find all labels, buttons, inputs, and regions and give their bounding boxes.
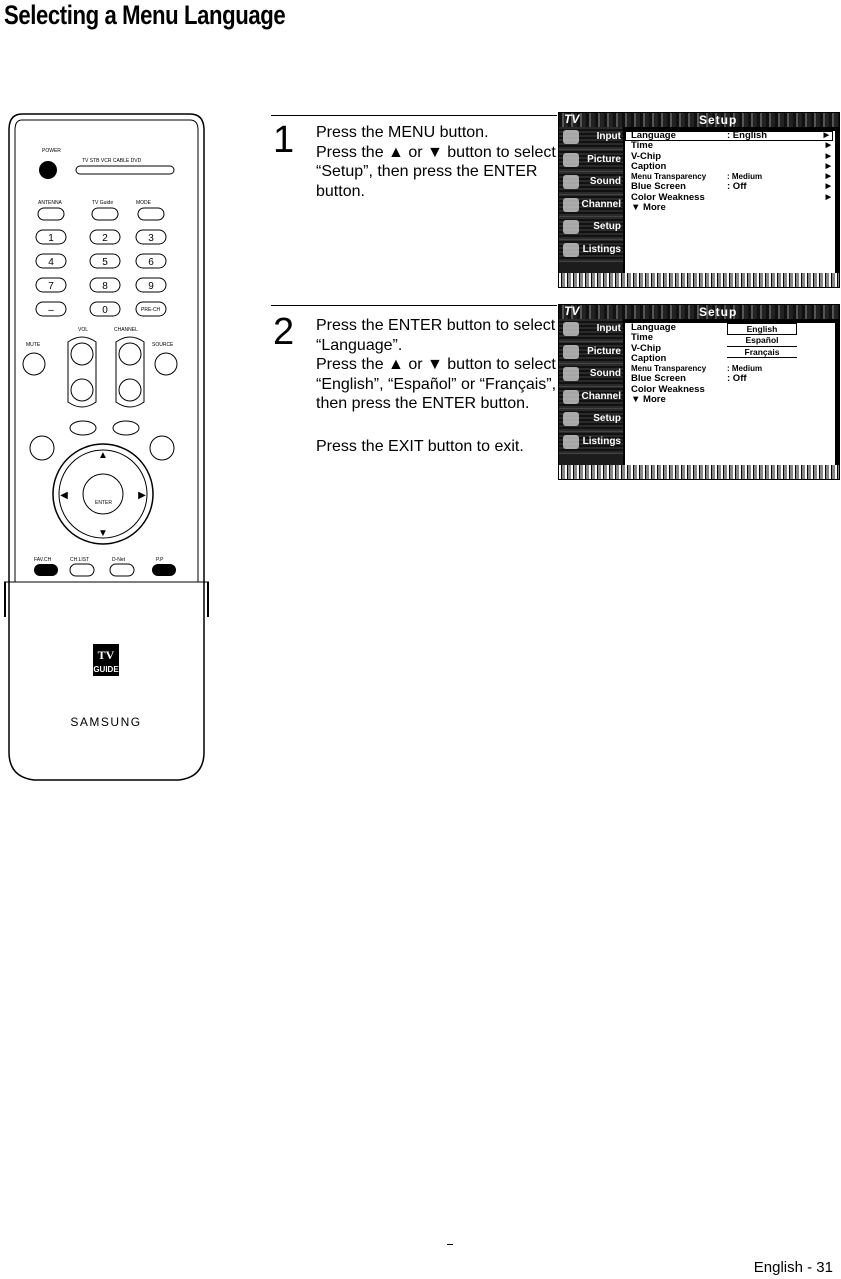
svg-text:6: 6	[148, 257, 154, 268]
svg-text:3: 3	[148, 233, 154, 244]
step-1-paragraph: Press the MENU button.	[316, 124, 489, 141]
svg-text:▼: ▼	[98, 528, 108, 539]
arrow-right-icon: ▶	[825, 152, 831, 160]
channel-label: CHANNEL	[114, 327, 138, 333]
sidebar-item-channel[interactable]: Channel	[559, 387, 623, 410]
step-2-paragraph: Press the ▲ or ▼ button to select “English”, “Español” or “Français”, then press the ENTER button.	[316, 356, 557, 412]
pip-label: P.P	[156, 557, 164, 563]
arrow-right-icon: ▶	[825, 162, 831, 170]
svg-text:TV: TV	[97, 648, 115, 662]
svg-text:9: 9	[148, 281, 154, 292]
step-2-number: 2	[273, 311, 295, 353]
step-2-text	[316, 316, 561, 456]
svg-text:8: 8	[102, 281, 108, 292]
menu-panel	[625, 131, 835, 273]
enter-button[interactable]	[83, 474, 123, 514]
menu-item-caption[interactable]: Caption ▶	[631, 160, 831, 172]
arrow-right-icon: ▶	[823, 132, 829, 139]
menu-item-color-weakness[interactable]: Color Weakness	[631, 383, 705, 395]
source-button[interactable]	[155, 353, 177, 375]
svg-text:▶: ▶	[138, 490, 146, 501]
sidebar-item-listings[interactable]: Listings	[559, 240, 623, 263]
sidebar-item-input[interactable]: Input	[559, 319, 623, 342]
step-2-paragraph: Press the EXIT button to exit.	[316, 437, 524, 455]
svg-text:◀: ◀	[60, 490, 68, 501]
svg-text:7: 7	[48, 281, 54, 292]
center-mark	[447, 1244, 453, 1245]
menu-button[interactable]	[30, 436, 54, 460]
menu-sidebar	[559, 127, 623, 277]
chlist-label: CH.LIST	[70, 557, 90, 563]
favch-label: FAV.CH	[34, 557, 52, 563]
menu-item-time[interactable]: Time ▶	[631, 140, 831, 152]
vol-label: VOL	[78, 327, 89, 333]
mute-button[interactable]	[23, 353, 45, 375]
source-label: SOURCE	[152, 342, 174, 348]
svg-text:0: 0	[102, 305, 108, 316]
menu-item-language[interactable]: Language : English ▶	[625, 131, 833, 141]
mode-labels: TV STB VCR CABLE DVD	[82, 158, 142, 164]
step-2-rule	[271, 305, 557, 306]
language-option-english[interactable]: English	[727, 323, 797, 335]
sidebar-item-channel[interactable]: Channel	[559, 195, 623, 218]
chlist-button[interactable]	[70, 564, 94, 576]
tvguide-label: TV Guide	[92, 200, 114, 206]
sidebar-item-setup[interactable]: Setup	[559, 217, 623, 240]
arrow-right-icon: ▶	[825, 183, 831, 191]
sidebar-item-sound[interactable]: Sound	[559, 364, 623, 387]
menu-item-caption[interactable]: Caption	[631, 352, 667, 364]
svg-text:▲: ▲	[98, 450, 108, 461]
tv-brand: TV	[564, 304, 580, 318]
favch-button[interactable]	[34, 564, 58, 576]
arrow-right-icon: ▶	[825, 173, 831, 181]
channel-up-button[interactable]	[119, 343, 141, 365]
svg-text:ENTER: ENTER	[95, 500, 112, 506]
menu-title: Setup	[699, 305, 738, 319]
remote-control-illustration	[4, 112, 209, 786]
sidebar-item-setup[interactable]: Setup	[559, 409, 623, 432]
menu-item-vchip[interactable]: V-Chip	[631, 342, 662, 354]
sidebar-item-picture[interactable]: Picture	[559, 150, 623, 173]
menu-item-language[interactable]: Language	[631, 322, 676, 333]
menu-item-more[interactable]: ▼ More	[631, 202, 666, 214]
power-label: POWER	[42, 148, 61, 154]
tv-setup-screen-2	[558, 304, 840, 480]
language-option-francais[interactable]: Français	[727, 347, 797, 358]
svg-text:–: –	[48, 305, 54, 316]
samsung-brand: SAMSUNG	[70, 715, 142, 729]
pip-button[interactable]	[152, 564, 176, 576]
vol-down-button[interactable]	[71, 379, 93, 401]
svg-text:5: 5	[102, 257, 108, 268]
step-1-paragraph: Press the ▲ or ▼ button to select “Setup”, then press the ENTER button.	[316, 143, 556, 200]
page-title: Selecting a Menu Language	[4, 0, 286, 30]
svg-text:PRE-CH: PRE-CH	[141, 307, 161, 313]
mute-label: MUTE	[26, 342, 41, 348]
antenna-button[interactable]	[38, 208, 64, 220]
menu-item-color-weakness[interactable]: Color Weakness ▶	[631, 191, 831, 203]
menu-sidebar	[559, 319, 623, 469]
svg-text:GUIDE: GUIDE	[93, 665, 119, 674]
tv-setup-screen-1	[558, 112, 840, 288]
sidebar-item-input[interactable]: Input	[559, 127, 623, 150]
step-1-rule	[271, 115, 557, 116]
step-2-paragraph: Press the ENTER button to select “Language”.	[316, 317, 556, 354]
tvguide-button[interactable]	[92, 208, 118, 220]
menu-item-time[interactable]: Time	[631, 332, 654, 344]
antenna-label: ANTENNA	[38, 200, 62, 206]
power-button[interactable]	[39, 161, 57, 179]
sidebar-item-listings[interactable]: Listings	[559, 432, 623, 455]
dnet-label: D-Net	[112, 557, 126, 563]
arrow-right-icon: ▶	[825, 142, 831, 150]
tv-brand: TV	[564, 112, 580, 126]
menu-item-menu-transparency[interactable]: Menu Transparency : Medium ▶	[631, 172, 831, 182]
menu-item-vchip[interactable]: V-Chip ▶	[631, 150, 831, 162]
svg-text:4: 4	[48, 257, 54, 268]
step-1-text	[316, 123, 561, 201]
page-footer: English - 31	[753, 1259, 833, 1276]
menu-panel	[625, 323, 835, 465]
menu-item-menu-transparency[interactable]: Menu Transparency : Medium	[631, 364, 763, 374]
menu-title: Setup	[699, 113, 738, 127]
step-1-number: 1	[273, 119, 295, 161]
sidebar-item-sound[interactable]: Sound	[559, 172, 623, 195]
svg-text:2: 2	[102, 233, 108, 244]
dnet-button[interactable]	[110, 564, 134, 576]
sidebar-item-picture[interactable]: Picture	[559, 342, 623, 365]
menu-item-more[interactable]: ▼ More	[631, 394, 666, 406]
menu-item-blue-screen[interactable]: Blue Screen : Off ▶	[631, 181, 831, 193]
arrow-right-icon: ▶	[825, 193, 831, 201]
language-option-espanol[interactable]: Español	[727, 335, 797, 346]
vol-up-button[interactable]	[71, 343, 93, 365]
exit-button[interactable]	[150, 436, 174, 460]
menu-item-blue-screen[interactable]: Blue Screen : Off	[631, 373, 747, 385]
channel-down-button[interactable]	[119, 379, 141, 401]
mode-label: MODE	[136, 200, 151, 206]
svg-text:1: 1	[48, 233, 54, 244]
mode-button[interactable]	[138, 208, 164, 220]
